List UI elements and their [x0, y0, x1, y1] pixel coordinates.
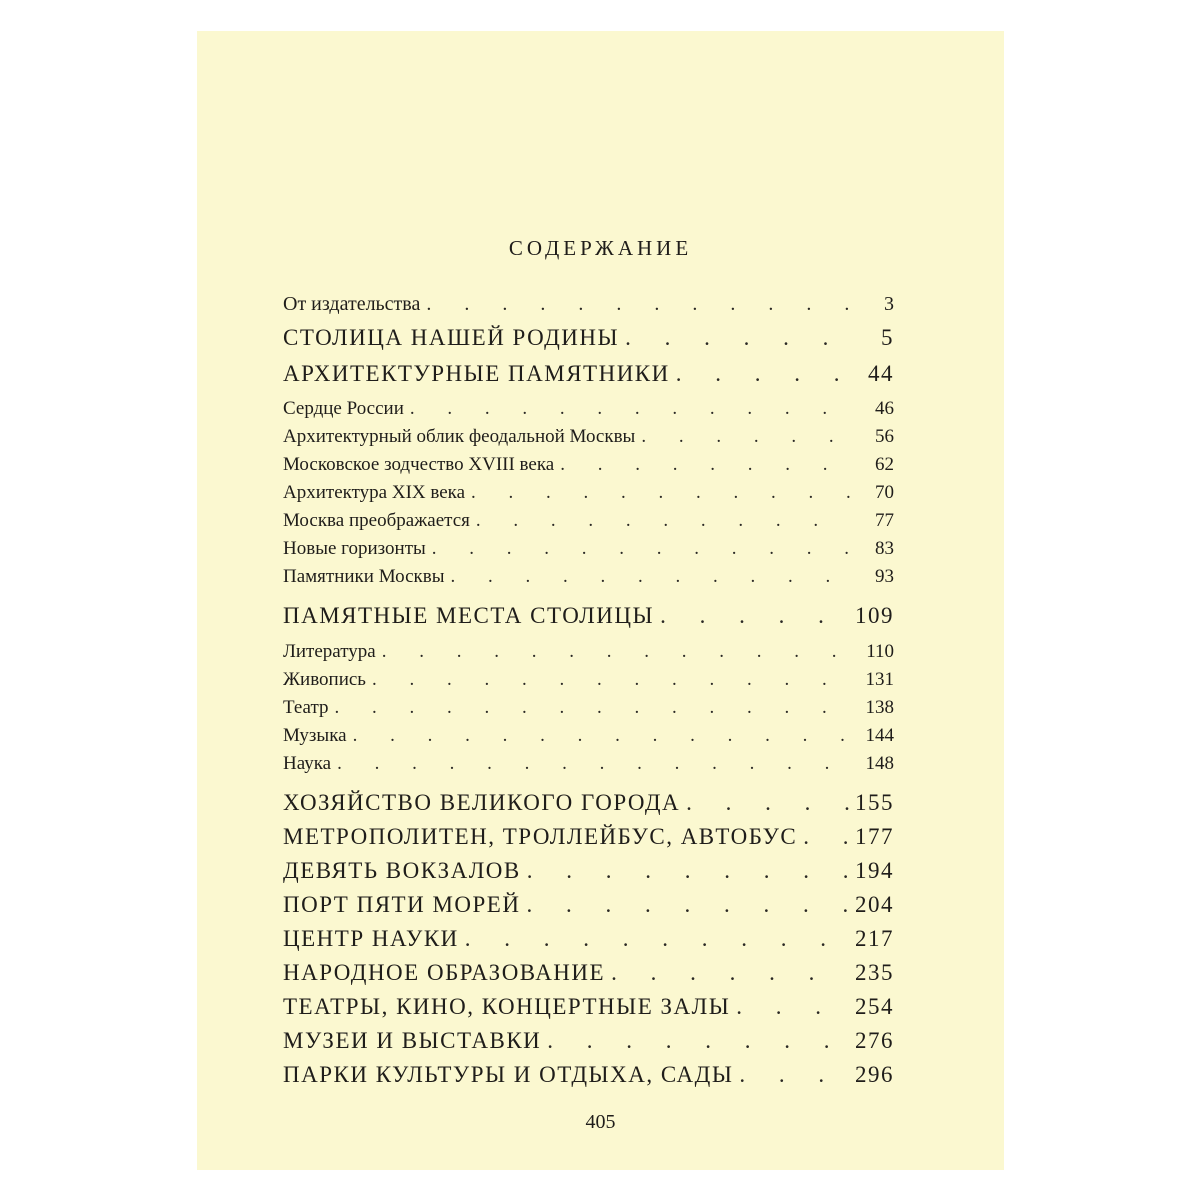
toc-entry-label: ДЕВЯТЬ ВОКЗАЛОВ	[283, 858, 521, 883]
toc-entry-page: 131	[865, 669, 894, 690]
book-page	[197, 31, 1004, 1170]
toc-entry	[283, 398, 894, 420]
toc-entry	[283, 858, 894, 884]
toc-entry-label: Московское зодчество XVIII века	[283, 454, 555, 475]
toc-entry	[283, 566, 894, 588]
toc-entry-label: Архитектурный облик феодальной Москвы	[283, 426, 636, 447]
toc-entry	[283, 538, 894, 560]
toc-entry-label: ПАМЯТНЫЕ МЕСТА СТОЛИЦЫ	[283, 603, 655, 628]
dot-leader	[527, 858, 849, 884]
toc-entry	[283, 454, 894, 476]
dot-leader	[410, 398, 852, 420]
toc-entry-page: 276	[855, 1028, 894, 1053]
toc-entry-page: 3	[884, 293, 894, 315]
dot-leader	[451, 566, 853, 588]
toc-entry-page: 70	[875, 482, 894, 503]
toc-entry-label: Сердце России	[283, 398, 404, 419]
dot-leader	[611, 960, 849, 986]
dot-leader	[382, 641, 852, 663]
toc-entry-page: 235	[855, 960, 894, 985]
dot-leader	[372, 669, 852, 691]
toc-entry-page: 93	[875, 566, 894, 587]
toc-entry	[283, 725, 894, 747]
toc-entry-label: Театр	[283, 697, 329, 718]
toc-entry	[283, 960, 894, 986]
toc-entry-label: ХОЗЯЙСТВО ВЕЛИКОГО ГОРОДА	[283, 790, 681, 815]
toc-entry	[283, 361, 894, 387]
toc-entry	[283, 892, 894, 918]
toc-entry	[283, 603, 894, 629]
toc-entry-page: 77	[875, 510, 894, 531]
page-title: СОДЕРЖАНИЕ	[508, 236, 693, 260]
dot-leader	[739, 1062, 849, 1088]
toc-entry	[283, 926, 894, 952]
dot-leader	[660, 603, 849, 629]
dot-leader	[432, 538, 852, 560]
toc-entry-page: 138	[865, 697, 894, 718]
toc-entry-page: 204	[855, 892, 894, 917]
toc-entry-label: ЦЕНТР НАУКИ	[283, 926, 459, 951]
toc-entry-page: 110	[866, 641, 894, 662]
toc-entry	[283, 641, 894, 663]
toc-entry	[283, 669, 894, 691]
toc-entry-label: НАРОДНОЕ ОБРАЗОВАНИЕ	[283, 960, 606, 985]
dot-leader	[426, 293, 852, 316]
toc-entry	[283, 426, 894, 448]
toc-entry	[283, 697, 894, 719]
dot-leader	[676, 361, 852, 387]
toc-entry-label: От издательства	[283, 293, 421, 315]
dot-leader	[641, 426, 852, 448]
toc-entry-label: ТЕАТРЫ, КИНО, КОНЦЕРТНЫЕ ЗАЛЫ	[283, 994, 731, 1019]
toc-entry	[283, 1062, 894, 1088]
toc-entry-label: Архитектура XIX века	[283, 482, 466, 503]
toc-entry-page: 56	[875, 426, 894, 447]
dot-leader	[686, 790, 849, 816]
toc-entry-page: 83	[875, 538, 894, 559]
toc-entry-label: Живопись	[283, 669, 366, 690]
toc-entry	[283, 1028, 894, 1054]
toc-entry-page: 144	[865, 725, 894, 746]
page-number: 405	[585, 1111, 616, 1133]
toc-entry-label: ПАРКИ КУЛЬТУРЫ И ОТДЫХА, САДЫ	[283, 1062, 734, 1087]
toc-entry-page: 217	[855, 926, 894, 951]
toc-entry-label: Памятники Москвы	[283, 566, 445, 587]
toc-entry	[283, 994, 894, 1020]
toc-entry-label: ПОРТ ПЯТИ МОРЕЙ	[283, 892, 521, 917]
toc-entry-page: 155	[855, 790, 894, 815]
toc-entry-label: Наука	[283, 753, 332, 774]
toc-entry-page: 148	[865, 753, 894, 774]
toc-entry-page: 109	[855, 603, 894, 628]
toc-entry	[283, 753, 894, 775]
toc-entry-label: МУЗЕИ И ВЫСТАВКИ	[283, 1028, 542, 1053]
toc-entry-label: АРХИТЕКТУРНЫЕ ПАМЯТНИКИ	[283, 361, 670, 386]
dot-leader	[476, 510, 852, 532]
toc-entry	[283, 824, 894, 850]
toc-entry-label: СТОЛИЦА НАШЕЙ РОДИНЫ	[283, 325, 620, 350]
toc-entry-label: Музыка	[283, 725, 347, 746]
toc-entry-label: МЕТРОПОЛИТЕН, ТРОЛЛЕЙБУС, АВТОБУС	[283, 824, 798, 849]
dot-leader	[625, 325, 852, 351]
dot-leader	[736, 994, 849, 1020]
dot-leader	[337, 753, 852, 775]
toc-entry-page: 5	[881, 325, 894, 350]
dot-leader	[353, 725, 852, 747]
dot-leader	[471, 482, 852, 504]
toc-entry	[283, 510, 894, 532]
dot-leader	[465, 926, 849, 952]
toc-entry-page: 46	[875, 398, 894, 419]
toc-entry-label: Москва преображается	[283, 510, 470, 531]
toc-entry-label: Новые горизонты	[283, 538, 426, 559]
dot-leader	[803, 824, 849, 850]
toc-entry-page: 44	[868, 361, 894, 386]
toc-entry	[283, 482, 894, 504]
toc-entry-page: 177	[855, 824, 894, 849]
toc-entry-page: 62	[875, 454, 894, 475]
toc-entry	[283, 790, 894, 816]
toc-entry	[283, 325, 894, 351]
dot-leader	[526, 892, 849, 918]
toc-entry-label: Литература	[283, 641, 376, 662]
toc-entry-page: 194	[855, 858, 894, 883]
toc-entry-page: 254	[855, 994, 894, 1019]
dot-leader	[560, 454, 852, 476]
toc-entry	[283, 293, 894, 316]
dot-leader	[335, 697, 852, 719]
dot-leader	[547, 1028, 849, 1054]
toc-entry-page: 296	[855, 1062, 894, 1087]
